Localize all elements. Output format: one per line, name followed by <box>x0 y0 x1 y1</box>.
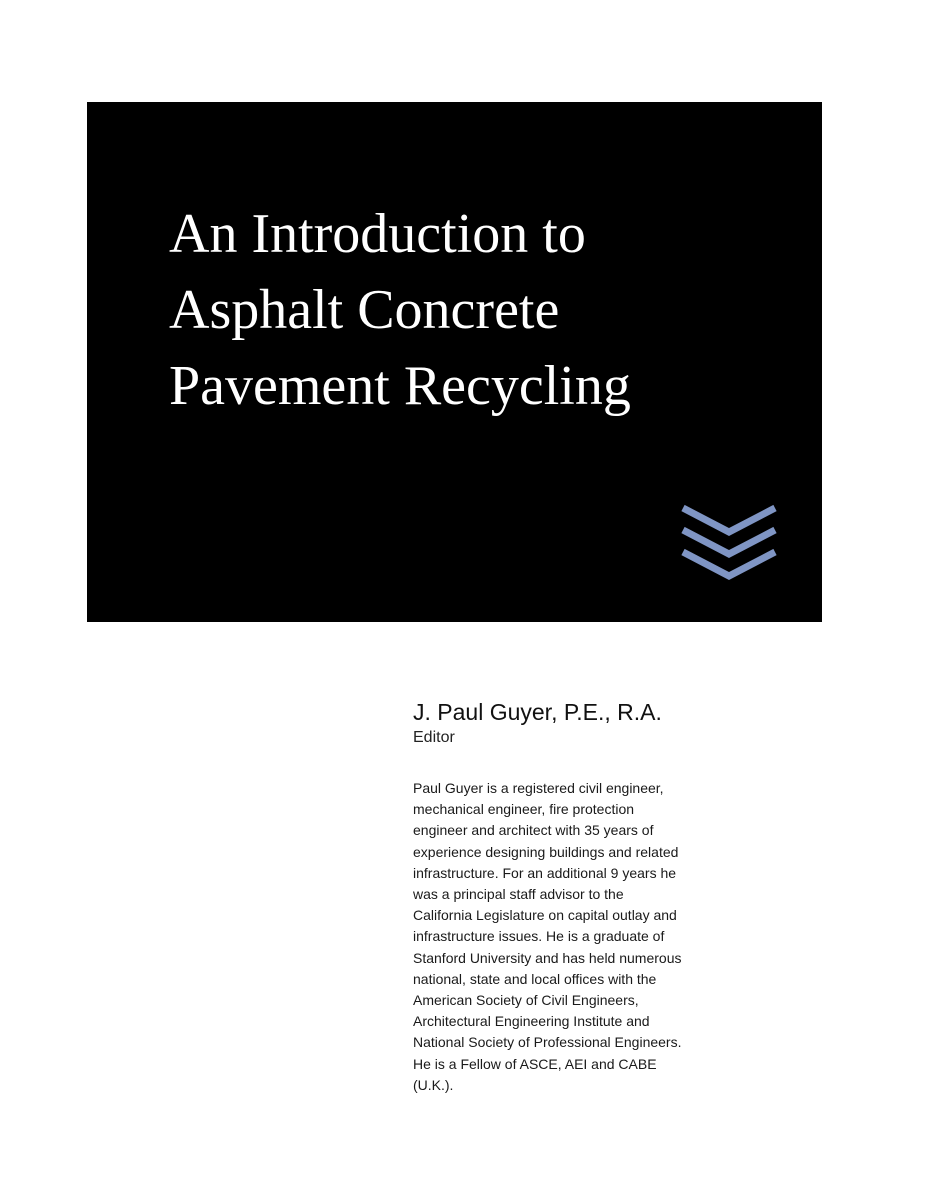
author-name: J. Paul Guyer, P.E., R.A. <box>413 699 662 725</box>
book-title-line: Asphalt Concrete <box>169 279 560 341</box>
bio-line: California Legislature on capital outlay and <box>413 907 677 924</box>
bio-line: infrastructure. For an additional 9 years he <box>413 864 677 881</box>
cover-title-panel <box>87 102 822 622</box>
bio-line: infrastructure issues. He is a graduate of <box>413 928 665 945</box>
bio-line: was a principal staff advisor to the <box>413 886 624 903</box>
author-role: Editor <box>413 729 455 746</box>
book-title-line: An Introduction to <box>169 203 586 265</box>
bio-line: American Society of Civil Engineers, <box>413 992 639 1009</box>
bio-line: He is a Fellow of ASCE, AEI and CABE <box>413 1055 657 1072</box>
bio-line: Architectural Engineering Institute and <box>413 1013 650 1030</box>
author-block <box>413 698 813 748</box>
book-title <box>169 196 809 424</box>
triple-chevron-down-icon <box>679 492 779 580</box>
bio-line: Paul Guyer is a registered civil engineer, <box>413 780 664 796</box>
bio-line: national, state and local offices with the <box>413 970 657 987</box>
author-bio <box>413 778 783 1096</box>
book-title-line: Pavement Recycling <box>169 355 631 417</box>
bio-line: National Society of Professional Engineers. <box>413 1034 682 1051</box>
chevron-stroke <box>683 508 775 532</box>
bio-line: experience designing buildings and related <box>413 843 679 860</box>
bio-line: engineer and architect with 35 years of <box>413 822 654 839</box>
bio-line: Stanford University and has held numerous <box>413 949 682 966</box>
bio-line: (U.K.). <box>413 1076 454 1093</box>
bio-line: mechanical engineer, fire protection <box>413 801 635 818</box>
